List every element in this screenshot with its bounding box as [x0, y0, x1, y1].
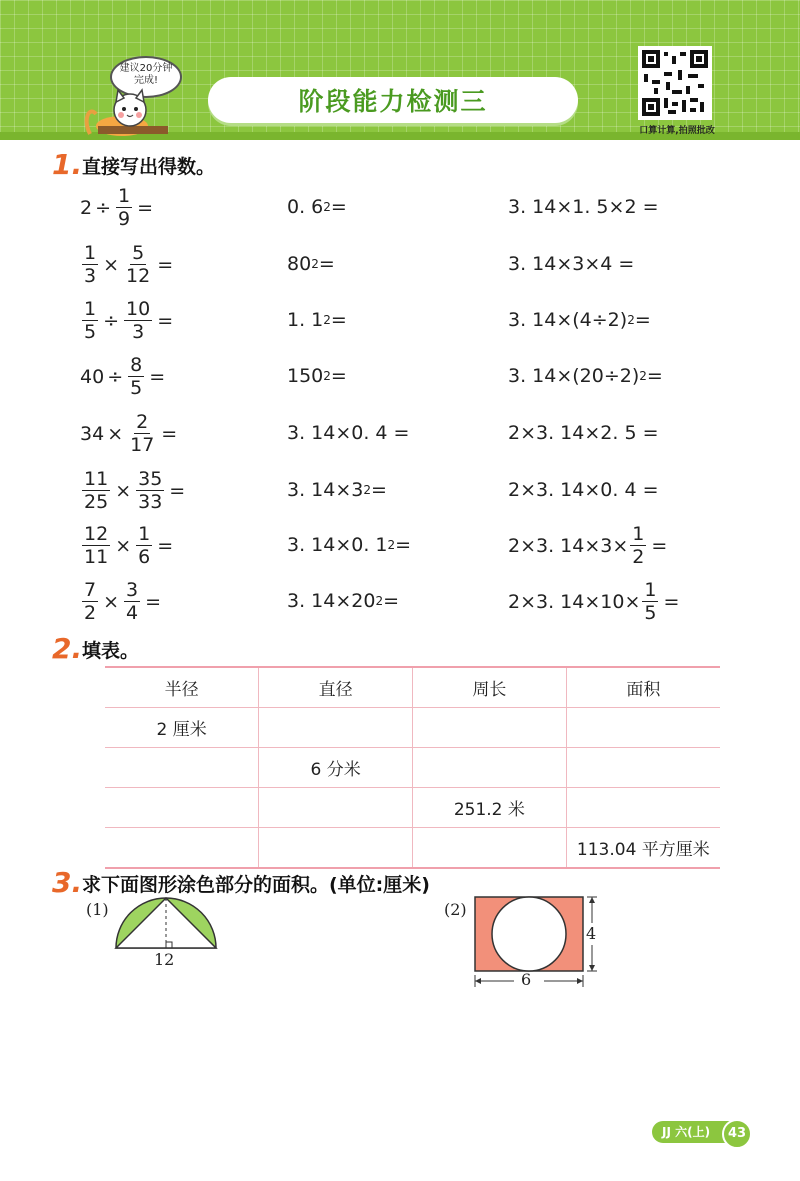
- page-title: 阶段能力检测三: [298, 87, 488, 116]
- numerator: 1: [632, 523, 645, 545]
- denominator: 5: [84, 321, 97, 343]
- whole: 34: [80, 422, 105, 445]
- denominator: 9: [118, 208, 131, 230]
- s1-c1-r5: 34 × $\frac{2}{17}$ =: [80, 411, 178, 456]
- fraction: [116, 185, 132, 230]
- bubble-line2: 完成!: [133, 75, 158, 86]
- exponent: 2: [387, 538, 396, 552]
- table-cell-blank[interactable]: [259, 788, 413, 828]
- numerator: 5: [132, 242, 145, 264]
- expr-tail: =: [395, 534, 412, 556]
- exponent: 2: [323, 369, 331, 383]
- expr-base: 0. 6: [287, 196, 324, 218]
- exponent: 2: [323, 200, 331, 214]
- s1-c3-r8: 2×3. 14×10× $\frac{1}{5}$ =: [508, 579, 680, 624]
- header-area: 面积: [566, 667, 720, 708]
- figure2-rectangle: [470, 895, 600, 995]
- operator: ÷: [103, 309, 120, 332]
- table-cell-blank[interactable]: [105, 788, 259, 828]
- table-cell-blank[interactable]: [259, 828, 413, 869]
- table-cell-blank[interactable]: [413, 748, 567, 788]
- expr-base: 2×3. 14×10×: [508, 590, 641, 613]
- numerator: 3: [126, 579, 139, 601]
- expr-base: 1. 1: [287, 309, 324, 331]
- exponent: 2: [363, 483, 371, 497]
- denominator: 33: [138, 491, 163, 513]
- fraction: [128, 411, 156, 456]
- s1-c2-r3: [287, 309, 347, 331]
- expr-base: 3. 14×0. 4 =: [287, 422, 410, 444]
- numerator: 2: [136, 411, 149, 433]
- denominator: 3: [132, 321, 145, 343]
- expr-tail: =: [646, 365, 663, 387]
- numerator: 1: [84, 242, 97, 264]
- cat-mascot-icon: [82, 88, 172, 136]
- header-banner: [0, 0, 800, 140]
- numerator: 1: [644, 579, 657, 601]
- denominator: 3: [84, 265, 97, 287]
- fraction: [82, 523, 110, 568]
- figure2-label: (2): [444, 900, 467, 919]
- table-row: [105, 748, 720, 788]
- numerator: 1: [138, 523, 151, 545]
- s1-c3-r1: [508, 196, 659, 218]
- numerator: 8: [130, 354, 143, 376]
- numerator: 11: [84, 468, 109, 490]
- expr-base: 3. 14×3: [287, 479, 364, 501]
- s1-c2-r4: [287, 365, 347, 387]
- exponent: 2: [311, 257, 319, 271]
- s1-c2-r2: [287, 253, 335, 275]
- qr-caption: 口算计算,拍照批改: [639, 126, 715, 136]
- s1-c3-r7: 2×3. 14×3× $\frac{1}{2}$ =: [508, 523, 668, 568]
- s1-c1-r7: $\frac{12}{11}$ × $\frac{1}{6}$ =: [84, 523, 174, 568]
- figure2-width: 6: [521, 970, 532, 989]
- numerator: 1: [118, 185, 131, 207]
- numerator: 7: [84, 579, 97, 601]
- fraction: [642, 579, 658, 624]
- table-cell-blank[interactable]: [105, 828, 259, 869]
- expr-tail: =: [330, 365, 347, 387]
- denominator: 6: [138, 546, 151, 568]
- exponent: 2: [323, 313, 331, 327]
- exponent: 2: [627, 313, 635, 327]
- table-cell-blank[interactable]: [413, 708, 567, 748]
- expr-base: 3. 14×(20÷2): [508, 365, 640, 387]
- expr-base: 3. 14×3×4 =: [508, 253, 635, 275]
- fraction: [82, 242, 98, 287]
- expr-base: 3. 14×1. 5×2 =: [508, 196, 659, 218]
- figure1-label: (1): [86, 900, 109, 919]
- section1-number: 1.: [52, 148, 83, 181]
- denominator: 17: [130, 434, 155, 456]
- denominator: 2: [632, 546, 645, 568]
- fraction: [124, 298, 152, 343]
- denominator: 12: [126, 265, 151, 287]
- s1-c1-r2: $\frac{1}{3}$ × $\frac{5}{12}$ =: [84, 242, 174, 287]
- section2-title: 填表。: [82, 640, 140, 662]
- denominator: 5: [130, 377, 143, 399]
- expr-base: 150: [287, 365, 324, 387]
- s1-c3-r6: [508, 479, 659, 501]
- fraction: [124, 242, 152, 287]
- denominator: 4: [126, 602, 139, 624]
- table-cell-blank[interactable]: [566, 708, 720, 748]
- s1-c3-r2: [508, 253, 634, 275]
- expr-tail: =: [330, 309, 347, 331]
- expr-base: 2×3. 14×3×: [508, 534, 629, 557]
- qr-code[interactable]: [638, 46, 712, 120]
- fill-table: [105, 666, 720, 869]
- section2-number: 2.: [52, 632, 83, 665]
- fraction: [124, 579, 140, 624]
- figure2-height: 4: [586, 924, 597, 943]
- s1-c3-r4: [508, 365, 663, 387]
- fraction: [82, 468, 110, 513]
- s1-c1-r1: 2 ÷ $\frac{1}{9}$ =: [80, 185, 154, 230]
- table-cell-blank[interactable]: [413, 828, 567, 869]
- s1-c1-r4: 40 ÷ $\frac{8}{5}$ =: [80, 354, 166, 399]
- page-number: 43: [722, 1119, 752, 1149]
- figure1-dimension: 12: [154, 950, 175, 969]
- table-cell-blank[interactable]: [566, 788, 720, 828]
- denominator: 25: [84, 491, 109, 513]
- bubble-line1: 建议20分钟: [119, 63, 173, 74]
- expr-tail: =: [371, 479, 387, 501]
- table-cell: 251.2 米: [413, 788, 567, 828]
- s1-c3-r5: [508, 422, 659, 444]
- expr-base: 2×3. 14×0. 4 =: [508, 479, 659, 501]
- whole: 2: [80, 196, 93, 219]
- table-cell-blank[interactable]: [105, 748, 259, 788]
- table-cell: 2 厘米: [105, 708, 259, 748]
- qr-code-icon: [642, 50, 708, 116]
- table-cell-blank[interactable]: [566, 748, 720, 788]
- s1-c3-r3: [508, 309, 651, 331]
- header-radius: 半径: [105, 667, 259, 708]
- operator: ÷: [107, 365, 124, 388]
- fraction: [128, 354, 144, 399]
- expr-tail: =: [330, 196, 347, 218]
- whole: 40: [80, 365, 105, 388]
- s1-c2-r7: [287, 534, 411, 556]
- denominator: 11: [84, 546, 109, 568]
- numerator: 1: [84, 298, 97, 320]
- denominator: 5: [644, 602, 657, 624]
- denominator: 2: [84, 602, 97, 624]
- expr-tail: =: [383, 590, 400, 612]
- fraction: [82, 579, 98, 624]
- s1-c1-r8: $\frac{7}{2}$ × $\frac{3}{4}$ =: [84, 579, 162, 624]
- expr-base: 3. 14×0. 1: [287, 534, 388, 556]
- table-cell: 113.04 平方厘米: [566, 828, 720, 869]
- table-cell-blank[interactable]: [259, 708, 413, 748]
- expr-base: 3. 14×(4÷2): [508, 309, 628, 331]
- s1-c2-r5: [287, 422, 409, 444]
- section1-title: 直接写出得数。: [82, 156, 216, 178]
- s1-c1-r3: $\frac{1}{5}$ ÷ $\frac{10}{3}$ =: [84, 298, 174, 343]
- operator: ×: [103, 253, 120, 276]
- expr-base: 3. 14×20: [287, 590, 376, 612]
- table-cell: 6 分米: [259, 748, 413, 788]
- s1-c2-r6: [287, 479, 387, 501]
- header-circumference: 周长: [413, 667, 567, 708]
- table-row: [105, 828, 720, 869]
- section3-number: 3.: [52, 866, 83, 899]
- fraction: [136, 523, 152, 568]
- table-header-row: [105, 667, 720, 708]
- fraction: [136, 468, 164, 513]
- fraction: [82, 298, 98, 343]
- numerator: 35: [138, 468, 163, 490]
- expr-tail: =: [318, 253, 335, 275]
- header-diameter: 直径: [259, 667, 413, 708]
- fraction: [630, 523, 646, 568]
- operator: ×: [103, 590, 120, 613]
- numerator: 12: [84, 523, 109, 545]
- operator: ×: [115, 534, 132, 557]
- expr-tail: =: [634, 309, 651, 331]
- operator: ×: [107, 422, 124, 445]
- operator: ÷: [95, 196, 112, 219]
- table-row: [105, 708, 720, 748]
- exponent: 2: [375, 594, 384, 608]
- section3-title: 求下面图形涂色部分的面积。(单位:厘米): [82, 874, 430, 896]
- expr-base: 2×3. 14×2. 5 =: [508, 422, 659, 444]
- expr-base: 80: [287, 253, 312, 275]
- operator: ×: [115, 479, 132, 502]
- s1-c2-r1: [287, 196, 347, 218]
- table-row: [105, 788, 720, 828]
- s1-c2-r8: [287, 590, 399, 612]
- s1-c1-r6: $\frac{11}{25}$ × $\frac{35}{33}$ =: [84, 468, 186, 513]
- book-tag: JJ 六(上): [652, 1121, 736, 1143]
- exponent: 2: [639, 369, 647, 383]
- numerator: 10: [126, 298, 151, 320]
